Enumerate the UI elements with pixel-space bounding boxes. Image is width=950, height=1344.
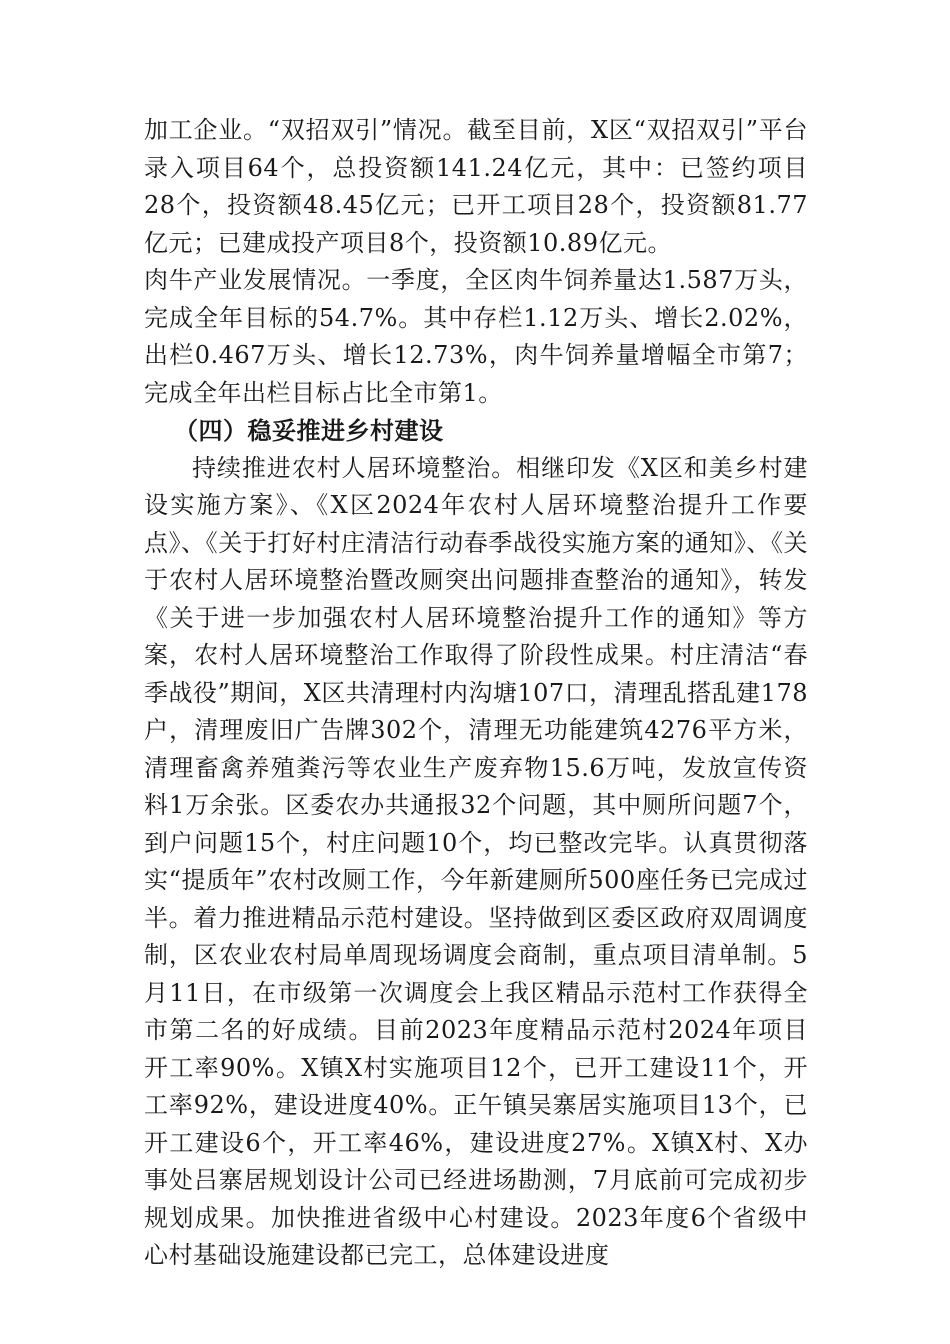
section-heading-rural-construction: （四）稳妥推进乡村建设 xyxy=(174,416,444,445)
document-body xyxy=(144,112,808,1275)
paragraph-beef-cattle: 肉牛产业发展情况。一季度，全区肉牛饲养量达1.587万头，完成全年目标的54.7%。其中存栏1.12万头、增长2.02%，出栏0.467万头、增长12.73%，肉牛饲养量增幅全市第7；完成全年出栏目标占比全市第1。 xyxy=(144,266,808,407)
paragraph-shuangzhao-shuangyin: 加工企业。“双招双引”情况。截至目前，X区“双招双引”平台录入项目64个，总投资额141.24亿元，其中：已签约项目28个，投资额48.45亿元；已开工项目28个，投资额81.77亿元；已建成投产项目8个，投资额10.89亿元。 xyxy=(144,116,808,257)
paragraph-rural-environment: 持续推进农村人居环境整治。相继印发《X区和美乡村建设实施方案》、《X区2024年农村人居环境整治提升工作要点》、《关于打好村庄清洁行动春季战役实施方案的通知》、《关于农村人居环境整治暨改厕突出问题排查整治的通知》，转发《关于进一步加强农村人居环境整治提升工作的通知》等方案，农村人居环境整治工作取得了阶段性成果。村庄清洁“春季战役”期间，X区共清理村内沟塘107口，清理乱搭乱建178户，清理废旧广告牌302个，清理无功能建筑4276平方米，清理畜禽养殖粪污等农业生产废弃物15.6万吨，发放宣传资料1万余张。区委农办共通报32个问题，其中厕所问题7个，到户问题15个，村庄问题10个，均已整改完毕。认真贯彻落实“提质年”农村改厕工作，今年新建厕所500座任务已完成过半。着力推进精品示范村建设。坚持做到区委区政府双周调度制，区农业农村局单周现场调度会商制，重点项目清单制。5月11日，在市级第一次调度会上我区精品示范村工作获得全市第二名的好成绩。目前2023年度精品示范村2024年项目开工率90%。X镇X村实施项目12个，已开工建设11个，开工率92%，建设进度40%。正午镇吴寨居实施项目13个，已开工建设6个，开工率46%，建设进度27%。X镇X村、X办事处吕寨居规划设计公司已经进场勘测，7月底前可完成初步规划成果。加快推进省级中心村建设。2023年度6个省级中心村基础设施建设都已完工，总体建设进度 xyxy=(144,453,808,1269)
